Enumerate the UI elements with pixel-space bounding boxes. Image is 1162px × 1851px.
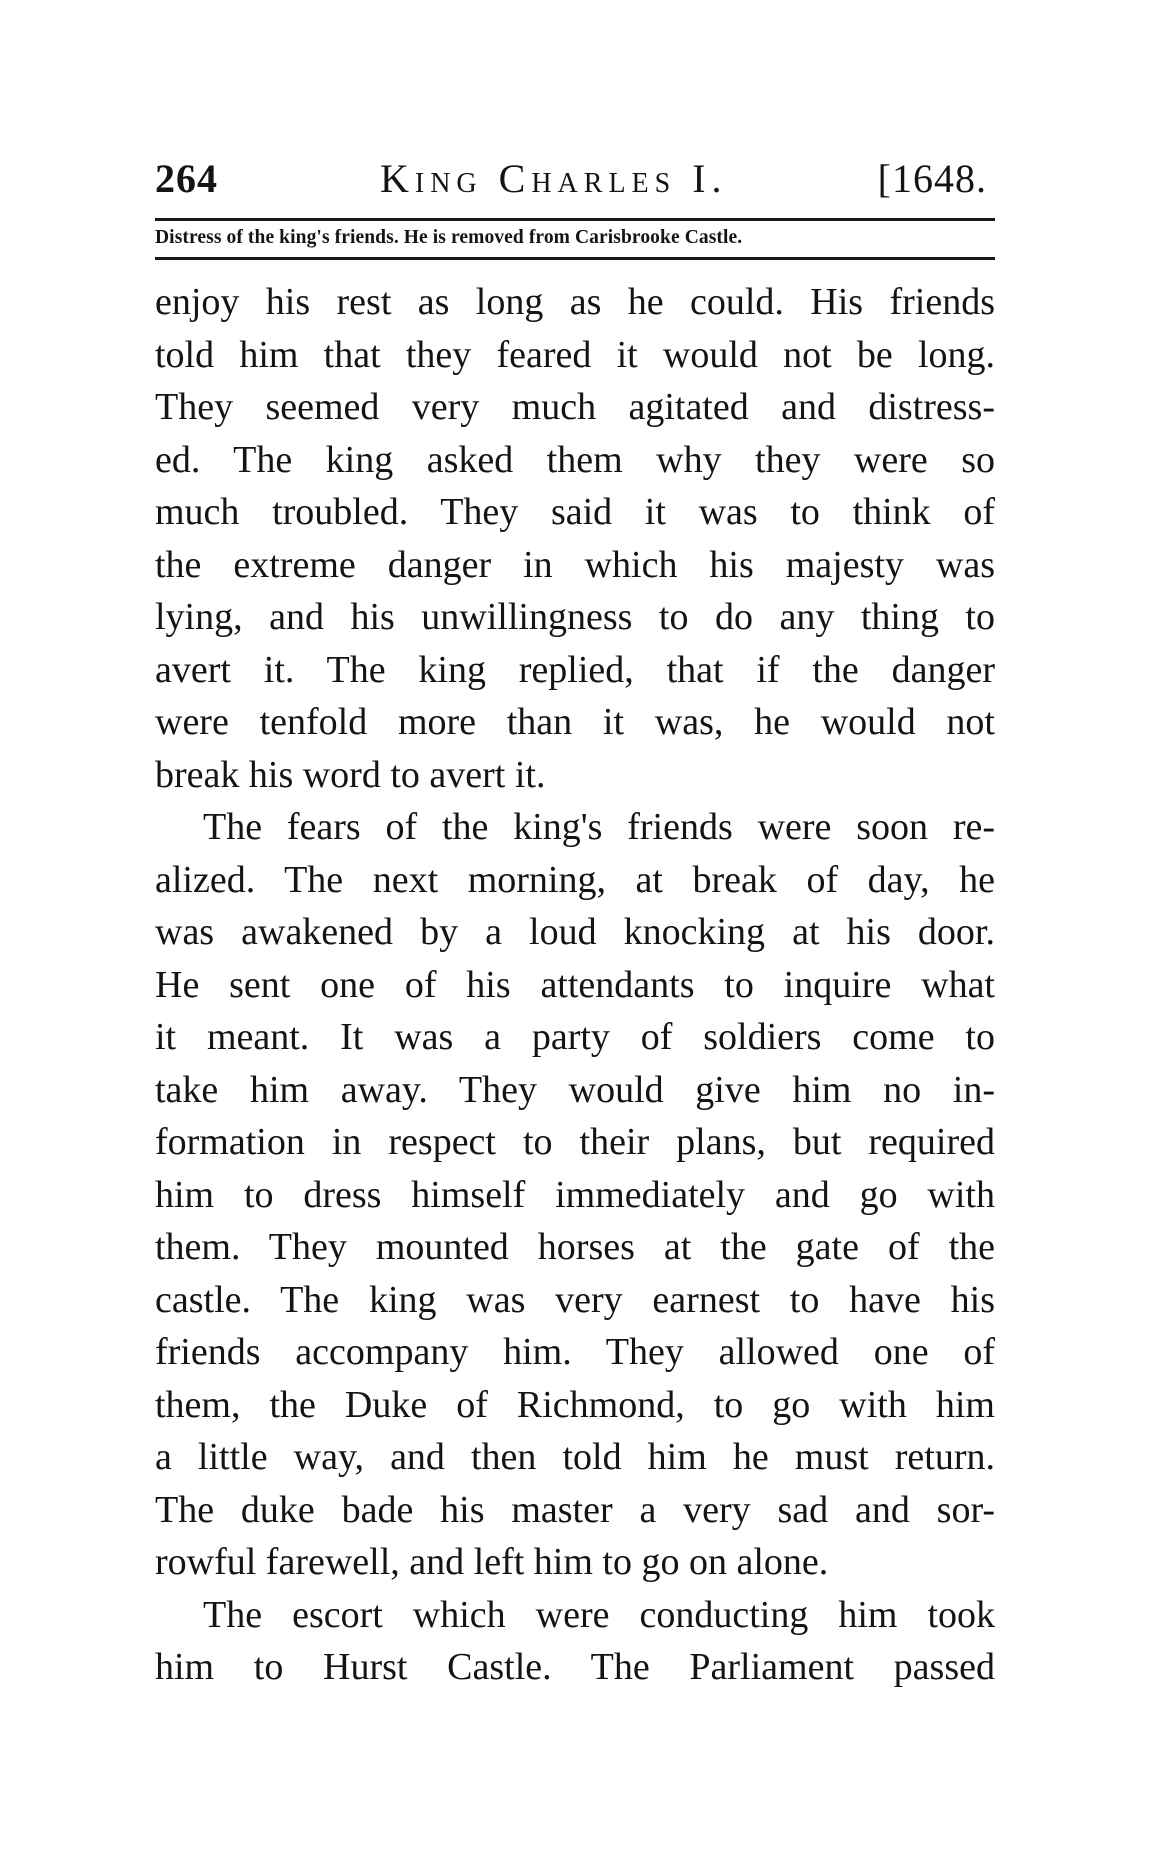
page-number: 264: [155, 156, 218, 201]
text-line: was awakened by a loud knocking at his door.: [155, 911, 995, 953]
text-line: a little way, and then told him he must return.: [155, 1436, 995, 1478]
text-line: told him that they feared it would not be long.: [155, 333, 995, 376]
text-line: ed. The king asked them why they were so: [155, 438, 995, 481]
text-line: friends accompany him. They allowed one of: [155, 1331, 995, 1373]
running-title: King Charles I.: [380, 156, 728, 201]
text-line: rowful farewell, and left him to go on alone.: [155, 1541, 829, 1583]
paragraph: [155, 276, 995, 801]
text-line: alized. The next morning, at break of day, he: [155, 858, 995, 901]
paragraph: [155, 801, 995, 1589]
book-page: [155, 148, 995, 1694]
year-marker: [1648.: [877, 156, 987, 201]
text-line: formation in respect to their plans, but required: [155, 1121, 995, 1163]
page-header: [155, 148, 995, 210]
text-line: He sent one of his attendants to inquire what: [155, 963, 995, 1006]
text-line: him to dress himself immediately and go with: [155, 1173, 995, 1216]
text-line: castle. The king was very earnest to have his: [155, 1278, 995, 1321]
summary-rule: [155, 257, 995, 260]
text-line: take him away. They would give him no in-: [155, 1068, 995, 1111]
text-line: were tenfold more than it was, he would not: [155, 701, 995, 743]
text-line: avert it. The king replied, that if the danger: [155, 648, 995, 691]
text-line: him to Hurst Castle. The Parliament passed: [155, 1646, 995, 1688]
body-text: [155, 276, 995, 1694]
text-line: much troubled. They said it was to think of: [155, 491, 995, 533]
text-line: The duke bade his master a very sad and sor-: [155, 1488, 995, 1531]
text-line: They seemed very much agitated and distress-: [155, 386, 995, 428]
text-line: The escort which were conducting him took: [203, 1593, 995, 1636]
text-line: enjoy his rest as long as he could. His friends: [155, 281, 995, 323]
text-line: The fears of the king's friends were soon re-: [203, 806, 995, 848]
text-line: them, the Duke of Richmond, to go with him: [155, 1383, 995, 1426]
text-line: break his word to avert it.: [155, 753, 546, 796]
text-line: it meant. It was a party of soldiers come to: [155, 1016, 995, 1058]
paragraph: [155, 1589, 995, 1694]
text-line: the extreme danger in which his majesty was: [155, 543, 995, 586]
text-line: lying, and his unwillingness to do any thing to: [155, 596, 995, 638]
chapter-summary: Distress of the king's friends. He is removed from Carisbrooke Castle.: [155, 227, 743, 248]
text-line: them. They mounted horses at the gate of the: [155, 1226, 995, 1268]
